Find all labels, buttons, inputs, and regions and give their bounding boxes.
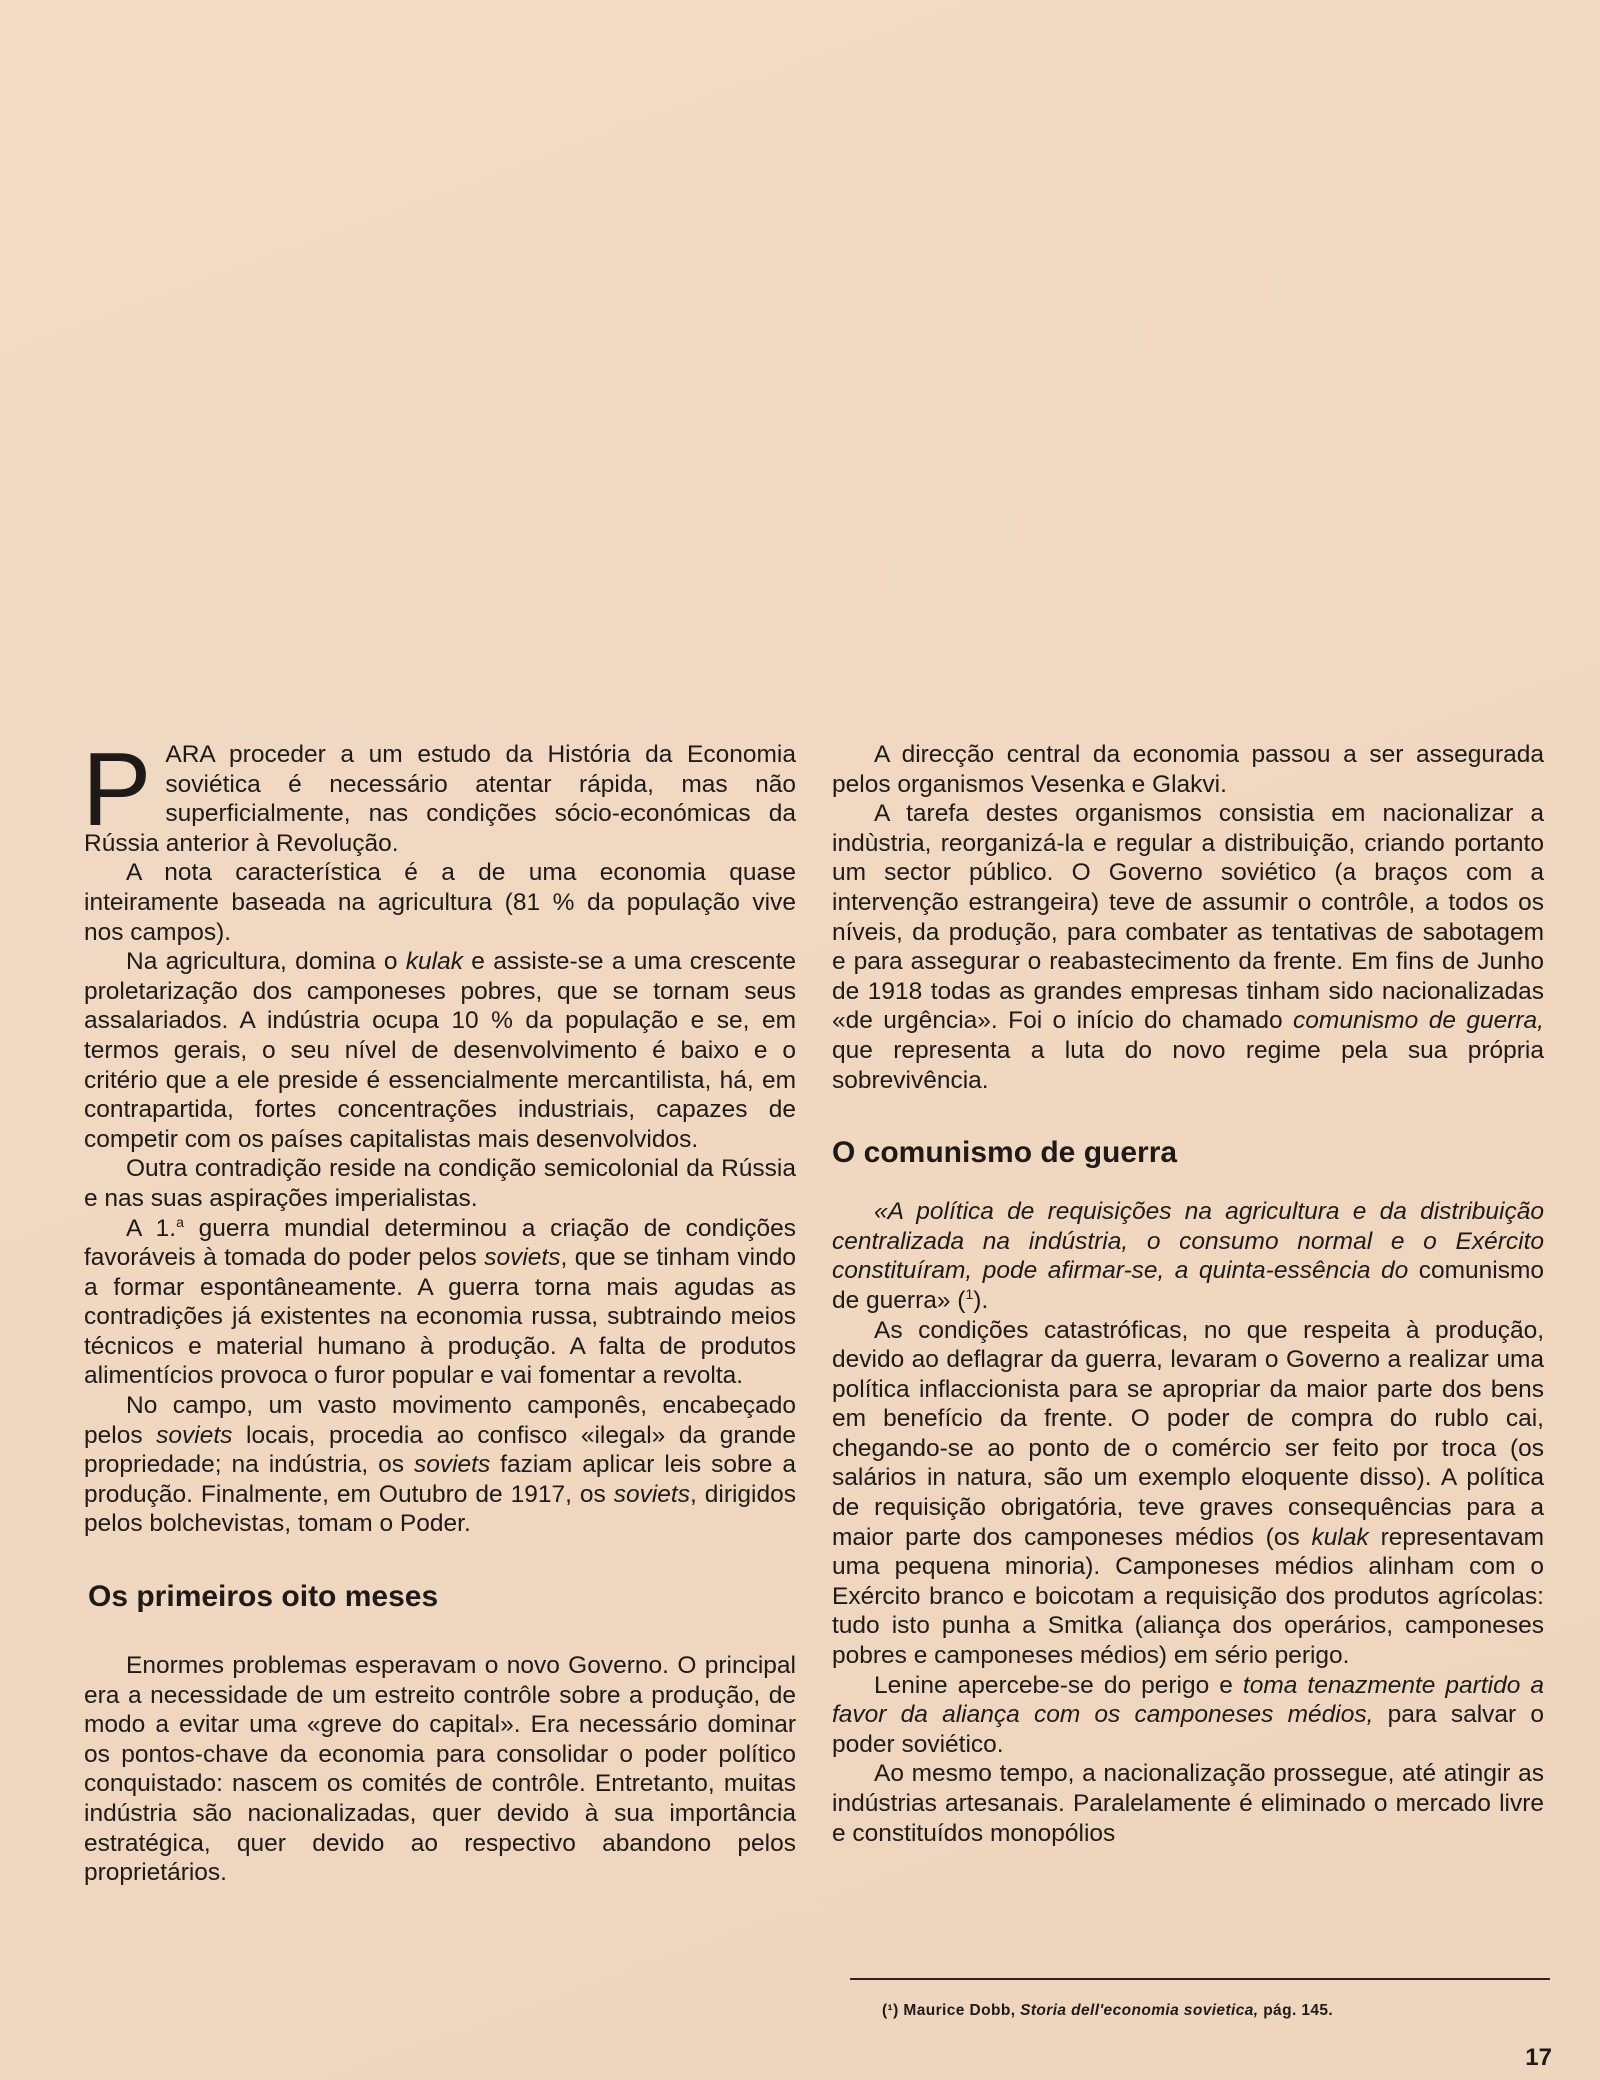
text-run: Na agricultura, domina o xyxy=(126,948,406,976)
paragraph xyxy=(832,799,1544,1095)
section-heading: O comunismo de guerra xyxy=(832,1136,1178,1170)
drop-cap: P xyxy=(82,732,152,848)
italic-term: soviets xyxy=(613,1480,690,1508)
paragraph xyxy=(84,947,796,1154)
paragraph-text: ARA proceder a um estudo da História da Economia soviética é necessário atentar rápida, mas não superficialmente, nas condições sócio-económicas da Rússia anterior à Revolução. xyxy=(84,741,796,857)
paragraph xyxy=(82,732,796,858)
superscript: a xyxy=(176,1213,184,1230)
left-column xyxy=(82,732,796,1888)
paragraph xyxy=(84,1391,796,1539)
text-run: para salvar o poder soviético. xyxy=(832,1701,1545,1758)
text-run: e assiste-se a uma crescente proletarização dos camponeses pobres, que se tornam seus assalariados. A indústria ocupa 10 % da população e se, em termos gerais, o seu nível de desenvolvimento é baixo e o critério que a ele preside é essencialmente mercantilista, há, em contrapartida, fortes concentrações industriais, capazes de competir com os países capitalistas mais desenvolvidos. xyxy=(84,948,796,1153)
section-heading: Os primeiros oito meses xyxy=(88,1580,439,1614)
text-run: guerra mundial determinou a criação de condições favoráveis à tomada do poder pelos xyxy=(84,1214,796,1272)
right-column xyxy=(832,740,1544,1848)
text-run: locais, procedia ao confisco «ilegal» da grande propriedade; na indústria, os xyxy=(84,1421,796,1479)
text-run: A tarefa destes organismos consistia em nacionalizar a indùstria, reorganizá-la e regular a distribuição, criando portanto um sector público. O Governo soviético (a braços com a intervenção estrangeira) teve de assumir o contrôle, a todos os níveis, da produção, para combater as tentativas de sabotagem e para assegurar o reabastecimento da frente. Em fins de Junho de 1918 todas as grandes empresas tinham sido nacionalizadas «de urgência». Foi o início do chamado xyxy=(832,800,1544,1035)
footnote-author: Maurice Dobb, xyxy=(903,2002,1016,2019)
paragraph: A direcção central da economia passou a ser assegurada pelos organismos Vesenka e Glakvi. xyxy=(832,741,1544,798)
paragraph xyxy=(832,1671,1544,1760)
text-run: Lenine apercebe-se do perigo e xyxy=(874,1671,1243,1699)
paragraph: Outra contradição reside na condição semicolonial da Rússia e nas suas aspirações imperialistas. xyxy=(84,1155,796,1212)
footnote-page: pág. 145. xyxy=(1263,2002,1334,2019)
italic-term: soviets xyxy=(156,1421,233,1449)
text-run: comunismo de guerra» ( xyxy=(832,1257,1544,1314)
paragraph: Ao mesmo tempo, a nacionalização prossegue, até atingir as indústrias artesanais. Paralelamente é eliminado o mercado livre e constituídos monopólios xyxy=(832,1760,1544,1847)
footnote-marker: (¹) xyxy=(882,2002,899,2019)
italic-term: kulak xyxy=(405,948,463,976)
text-run: As condições catastróficas, no que respeita à produção, devido ao deflagrar da guerra, levaram o Governo a realizar uma política inflaccionista para se apropriar da maior parte dos bens em benefício da frente. O poder de compra do rublo cai, chegando-se ao ponto de o comércio ser feito por troca (os salários in natura, são um exemplo eloquente disso). A política de requisição obrigatória, teve graves consequências para a maior parte dos camponeses médios (os xyxy=(832,1316,1544,1551)
text-run: , que se tinham vindo a formar espontâneamente. A guerra torna mais agudas as contradições já existentes na economia russa, subtraindo meios técnicos e material humano à produção. A falta de produtos alimentícios provoca o furor popular e vai fomentar a revolta. xyxy=(84,1244,796,1390)
italic-term: soviets xyxy=(484,1244,561,1272)
footnote-divider xyxy=(850,1978,1550,1980)
paragraph: Enormes problemas esperavam o novo Governo. O principal era a necessidade de um estreito contrôle sobre a produção, de modo a evitar uma «greve do capital». Era necessário dominar os pontos-chave da economia para consolidar o poder político conquistado: nascem os comités de contrôle. Entretanto, muitas indústria são nacionalizadas, quer devido à sua importância estratégica, quer devido ao respectivo abandono pelos proprietários. xyxy=(84,1652,796,1887)
footnote xyxy=(882,2002,1333,2020)
text-run: A 1. xyxy=(126,1214,177,1242)
text-run: No campo, um vasto movimento camponês, encabeçado pelos xyxy=(84,1392,796,1449)
paragraph xyxy=(832,1316,1544,1671)
page-number: 17 xyxy=(1525,2044,1552,2071)
text-run: faziam aplicar leis sobre a produção. Finalmente, em Outubro de 1917, os xyxy=(84,1451,796,1508)
footnote-ref: 1 xyxy=(965,1285,974,1302)
footnote-title: Storia dell'economia sovietica, xyxy=(1020,2002,1259,2019)
italic-term: kulak xyxy=(1311,1523,1369,1551)
text-run: ). xyxy=(973,1286,989,1314)
paragraph xyxy=(84,1214,796,1392)
text-run: , dirigidos pelos bolchevistas, tomam o Poder. xyxy=(84,1480,796,1538)
quote-paragraph xyxy=(832,1197,1544,1315)
text-run: que representa a luta do novo regime pela sua própria sobrevivência. xyxy=(832,1036,1544,1094)
italic-quote: «A política de requisições na agricultura e da distribuição centralizada na indústria, o consumo normal e o Exército constituíram, pode afirmar-se, a quinta-essência do xyxy=(832,1198,1544,1285)
italic-term: soviets xyxy=(413,1451,491,1479)
italic-term: toma tenazmente partido a favor da aliança com os camponeses médios, xyxy=(832,1671,1544,1729)
text-run: representavam uma pequena minoria). Camponeses médios alinham com o Exército branco e boicotam a requisição dos produtos agrícolas: tudo isto punha a Smitka (aliança dos operários, camponeses pobres e camponeses médios) em sério perigo. xyxy=(832,1523,1544,1670)
italic-term: comunismo de guerra, xyxy=(1293,1007,1544,1035)
paragraph: A nota característica é a de uma economia quase inteiramente baseada na agricultura (81 % da população vive nos campos). xyxy=(84,859,796,946)
